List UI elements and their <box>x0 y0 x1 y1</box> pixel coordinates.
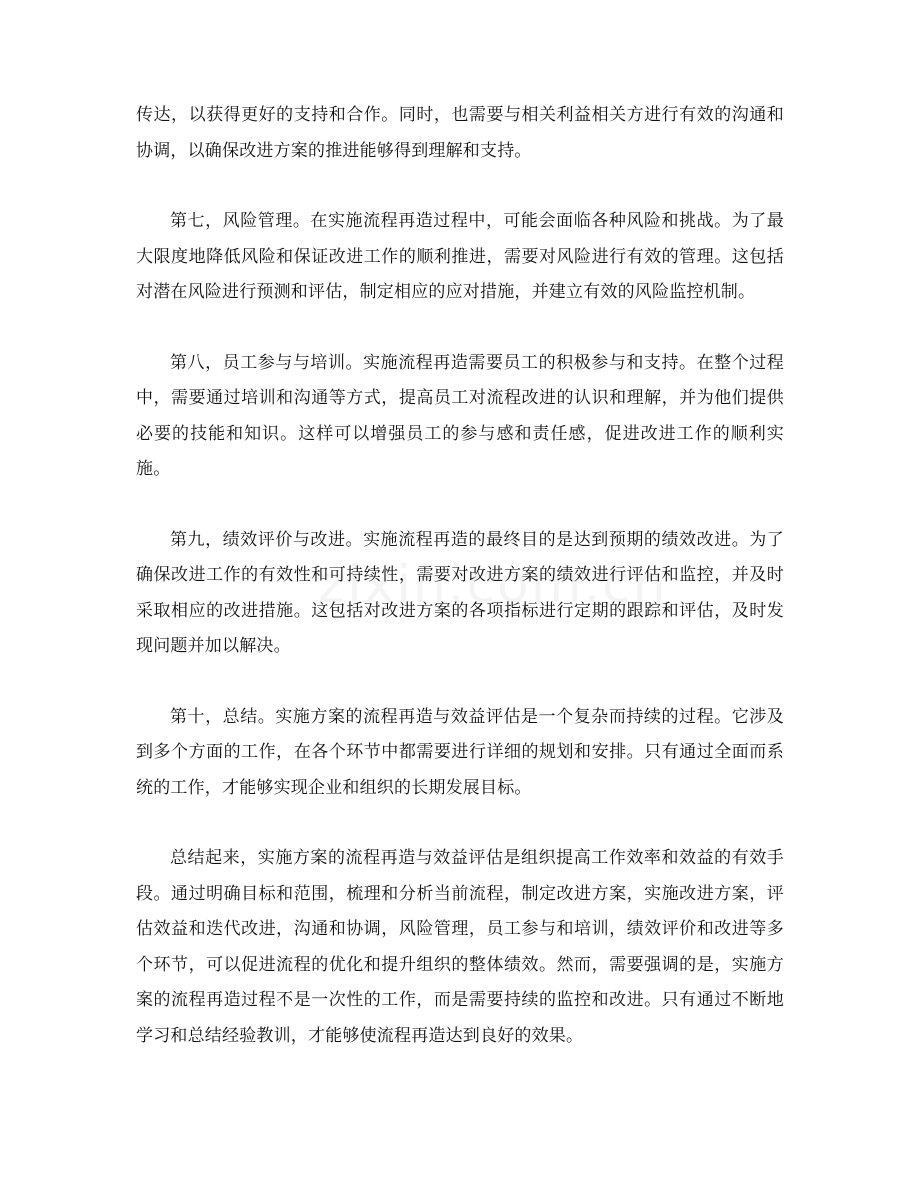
paragraph-risk-management: 第七，风险管理。在实施流程再造过程中，可能会面临各种风险和挑战。为了最大限度地降低风险和保证改进工作的顺利推进，需要对风险进行有效的管理。这包括对潜在风险进行预测和评估，制定相应的应对措施，并建立有效的风险监控机制。 <box>136 211 784 302</box>
paragraph-employee-training: 第八，员工参与与培训。实施流程再造需要员工的积极参与和支持。在整个过程中，需要通过培训和沟通等方式，提高员工对流程改进的认识和理解，并为他们提供必要的技能和知识。这样可以增强员工的参与感和责任感，促进改进工作的顺利实施。 <box>136 352 784 479</box>
paragraph-continuation: 传达，以获得更好的支持和合作。同时，也需要与相关利益相关方进行有效的沟通和协调，以确保改进方案的推进能够得到理解和支持。 <box>136 105 784 161</box>
document-body <box>136 98 784 1054</box>
paragraph-performance-evaluation: 第九，绩效评价与改进。实施流程再造的最终目的是达到预期的绩效改进。为了确保改进工作的有效性和可持续性，需要对改进方案的绩效进行评估和监控，并及时采取相应的改进措施。这包括对改进方案的各项指标进行定期的跟踪和评估，及时发现问题并加以解决。 <box>136 529 784 656</box>
paragraph-conclusion: 总结起来，实施方案的流程再造与效益评估是组织提高工作效率和效益的有效手段。通过明确目标和范围，梳理和分析当前流程，制定改进方案，实施改进方案，评估效益和迭代改进，沟通和协调，风险管理，员工参与和培训，绩效评价和改进等多个环节，可以促进流程的优化和提升组织的整体绩效。然而，需要强调的是，实施方案的流程再造过程不是一次性的工作，而是需要持续的监控和改进。只有通过不断地学习和总结经验教训，才能够使流程再造达到良好的效果。 <box>136 848 784 1046</box>
paragraph-summary: 第十，总结。实施方案的流程再造与效益评估是一个复杂而持续的过程。它涉及到多个方面的工作，在各个环节中都需要进行详细的规划和安排。只有通过全面而系统的工作，才能够实现企业和组织的长期发展目标。 <box>136 706 784 798</box>
